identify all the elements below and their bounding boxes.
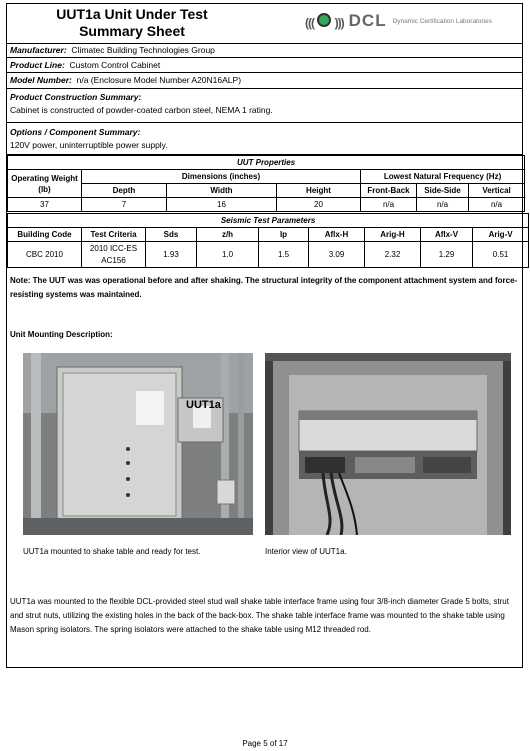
val-arig-v: 0.51 — [473, 242, 529, 268]
value-side-side: n/a — [417, 198, 469, 212]
hdr-arig-v: Arig-V — [473, 228, 529, 242]
frequency-header: Lowest Natural Frequency (Hz) — [361, 170, 525, 184]
manufacturer-value: Climatec Building Technologies Group — [71, 45, 215, 55]
sheet-header — [7, 4, 522, 44]
options-value: 120V power, uninterruptible power supply. — [10, 140, 168, 150]
val-aflx-h: 3.09 — [309, 242, 365, 268]
model-label: Model Number: — [10, 75, 72, 85]
model-row — [7, 73, 522, 89]
val-ip: 1.5 — [259, 242, 309, 268]
product-line-row — [7, 58, 522, 73]
product-line-label: Product Line: — [10, 60, 65, 70]
hdr-sds: Sds — [146, 228, 197, 242]
value-depth: 7 — [82, 198, 167, 212]
col-height: Height — [277, 184, 361, 198]
options-label: Options / Component Summary: — [10, 127, 141, 137]
val-zh: 1.0 — [197, 242, 259, 268]
hdr-test-criteria: Test Criteria — [82, 228, 146, 242]
val-building-code: CBC 2010 — [8, 242, 82, 268]
col-front-back: Front-Back — [361, 184, 417, 198]
manufacturer-row — [7, 43, 522, 58]
mounting-title: Unit Mounting Description: — [10, 330, 113, 339]
value-height: 20 — [277, 198, 361, 212]
logo-waves-icon: ((( ))) — [305, 13, 344, 30]
construction-label: Product Construction Summary: — [10, 92, 142, 102]
caption-photo-2: Interior view of UUT1a. — [265, 547, 347, 556]
test-note: Note: The UUT was was operational before and after shaking. The structural integrity of the component attachment system and force-resisting systems was maintained. — [10, 276, 518, 299]
options-row — [7, 123, 522, 155]
page-number: Page 5 of 17 — [242, 739, 288, 748]
mounting-description: UUT1a was mounted to the flexible DCL-provided steel stud wall shake table interface frame using four 3/8-inch diameter Grade 5 bolts, strut and strut nuts, utilizing the existing holes in the back of the back-box. The shake table interface frame was mounted to the shake table using Mason spring isolators. The spring isolators were attached to the shake table using M12 threaded rod. — [10, 597, 509, 634]
hdr-building-code: Building Code — [8, 228, 82, 242]
construction-row — [7, 89, 522, 123]
photo-interior-illustration — [265, 353, 511, 535]
title-line-1: UUT1a Unit Under Test — [56, 6, 208, 22]
sheet-title — [7, 6, 257, 40]
product-line-value: Custom Control Cabinet — [69, 60, 161, 70]
construction-value: Cabinet is constructed of powder-coated carbon steel, NEMA 1 rating. — [10, 105, 273, 115]
value-front-back: n/a — [361, 198, 417, 212]
col-side-side: Side-Side — [417, 184, 469, 198]
hdr-aflx-h: Aflx-H — [309, 228, 365, 242]
summary-sheet — [6, 3, 523, 668]
uut-properties-title: UUT Properties — [8, 156, 525, 170]
seismic-parameters-table — [7, 213, 529, 268]
photo-cabinet-on-table — [23, 353, 253, 535]
val-aflx-v: 1.29 — [421, 242, 473, 268]
caption-photo-1: UUT1a mounted to shake table and ready for test. — [23, 547, 201, 556]
logo-name: DCL — [348, 11, 387, 30]
photo-cabinet-illustration — [23, 353, 253, 535]
uut-properties-table — [7, 155, 525, 212]
dcl-logo — [305, 11, 492, 31]
model-value: n/a (Enclosure Model Number A20N16ALP) — [76, 75, 242, 85]
manufacturer-label: Manufacturer: — [10, 45, 67, 55]
val-sds: 1.93 — [146, 242, 197, 268]
value-weight: 37 — [8, 198, 82, 212]
logo-subtitle: Dynamic Certification Laboratories — [392, 17, 492, 25]
seismic-title: Seismic Test Parameters — [8, 214, 529, 228]
photo-interior-view — [265, 353, 511, 535]
hdr-ip: Ip — [259, 228, 309, 242]
value-width: 16 — [167, 198, 277, 212]
val-arig-h: 2.32 — [365, 242, 421, 268]
title-line-2: Summary Sheet — [79, 23, 185, 39]
hdr-zh: z/h — [197, 228, 259, 242]
value-vertical: n/a — [469, 198, 525, 212]
photo-uut-label: UUT1a — [186, 399, 221, 411]
col-depth: Depth — [82, 184, 167, 198]
val-test-criteria: 2010 ICC-ES AC156 — [82, 242, 146, 268]
col-vertical: Vertical — [469, 184, 525, 198]
col-width: Width — [167, 184, 277, 198]
hdr-arig-h: Arig-H — [365, 228, 421, 242]
dimensions-header: Dimensions (inches) — [82, 170, 361, 184]
operating-weight-header: Operating Weight (lb) — [8, 170, 82, 198]
hdr-aflx-v: Aflx-V — [421, 228, 473, 242]
